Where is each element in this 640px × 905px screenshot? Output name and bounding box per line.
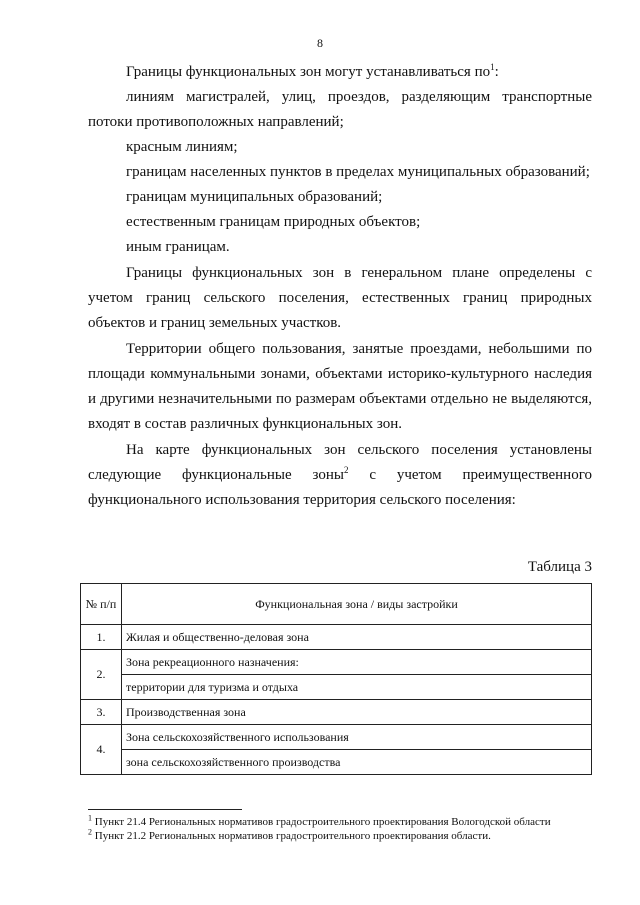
footnote-divider <box>88 809 242 810</box>
zone-name: Жилая и общественно-деловая зона <box>122 625 592 650</box>
zone-name: Производственная зона <box>122 700 592 725</box>
header-zone: Функциональная зона / виды застройки <box>122 584 592 625</box>
paragraph: Границы функциональных зон в генеральном плане определены с учетом границ сельского поселения, естественных границ природных объектов и границ земельных участков. <box>88 265 592 331</box>
table-caption: Таблица 3 <box>527 559 592 575</box>
row-number: 3. <box>81 700 122 725</box>
table-row <box>81 700 592 725</box>
zone-name: Зона сельскохозяйственного использования <box>122 725 592 750</box>
table-row <box>81 725 592 750</box>
page-number: 8 <box>317 36 323 50</box>
paragraph: линиям магистралей, улиц, проездов, разделяющим транспортные потоки противоположных направлений; <box>88 89 592 130</box>
table-row <box>81 750 592 775</box>
footnote-ref[interactable]: 2 <box>343 465 349 475</box>
row-number: 2. <box>81 650 122 700</box>
paragraph: границам муниципальных образований; <box>126 189 383 205</box>
table-row <box>81 625 592 650</box>
table-row <box>81 675 592 700</box>
paragraph: иным границам. <box>126 239 230 255</box>
zone-name: Зона рекреационного назначения: <box>122 650 592 675</box>
table-header-row <box>81 584 592 625</box>
zone-subtype: территории для туризма и отдыха <box>122 675 592 700</box>
paragraph: границам населенных пунктов в пределах муниципальных образований; <box>126 164 590 180</box>
row-number: 4. <box>81 725 122 775</box>
paragraph: На карте функциональных зон сельского поселения установлены следующие функциональные зоны$^2$ с учетом преимущественного функционального использования территория сельского поселения: <box>88 442 592 508</box>
row-number: 1. <box>81 625 122 650</box>
footnote-ref[interactable]: 1 <box>490 62 495 72</box>
paragraph: Границы функциональных зон могут устанавливаться $по^1$: <box>126 62 499 80</box>
header-number: № п/п <box>81 584 122 625</box>
zones-table <box>80 583 592 775</box>
footnote: $^1$ Пункт 21.4 Региональных нормативов градостроительного проектирования Вологодской области <box>88 813 551 828</box>
body-text <box>88 60 592 513</box>
paragraph: естественным границам природных объектов; <box>126 214 421 230</box>
zone-subtype: зона сельскохозяйственного производства <box>122 750 592 775</box>
paragraph: Территории общего пользования, занятые проездами, небольшими по площади коммунальными зонами, объектами историко-культурного наследия и другими незначительными по размерам объектами отдельно не выделяются, входят в состав различных функциональных зон. <box>88 341 592 432</box>
footnote: $^2$ Пункт 21.2 Региональных нормативов градостроительного проектирования области. <box>88 827 491 842</box>
table-row <box>81 650 592 675</box>
footnotes <box>88 815 608 843</box>
paragraph: красным линиям; <box>126 139 238 155</box>
